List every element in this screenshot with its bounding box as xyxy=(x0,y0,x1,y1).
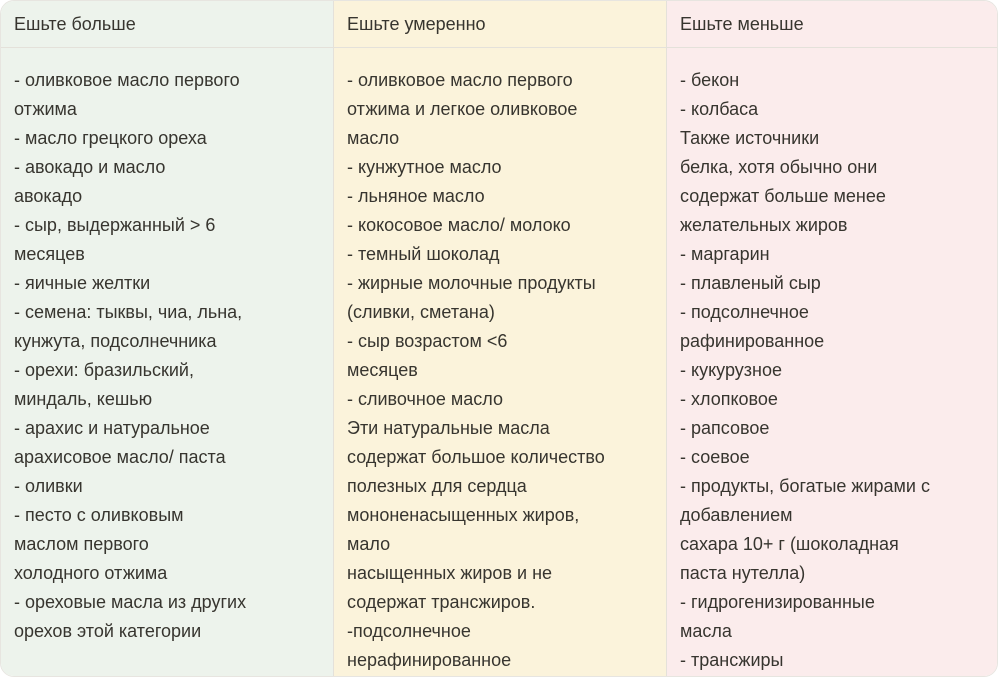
cell-line: рафинированное xyxy=(680,331,825,351)
cell-line: сахара 10+ г (шоколадная xyxy=(680,534,899,554)
header-eat-moderately: Ешьте умеренно xyxy=(334,1,667,47)
cell-line: миндаль, кешью xyxy=(14,389,153,409)
cell-line: - кокосовое масло/ молоко xyxy=(347,215,571,235)
cell-line: - хлопковое xyxy=(680,389,778,409)
cell-line: Также источники xyxy=(680,128,820,148)
cell-line: - орехи: бразильский, xyxy=(14,360,194,380)
cell-line: - кукурузное xyxy=(680,360,782,380)
cell-line: - колбаса xyxy=(680,99,759,119)
table-header-row xyxy=(1,1,997,48)
cell-line: Эти натуральные масла xyxy=(347,418,550,438)
cell-line: - авокадо и масло xyxy=(14,157,166,177)
cell-line: - семена: тыквы, чиа, льна, xyxy=(14,302,243,322)
cell-line: - ореховые масла из других xyxy=(14,592,247,612)
cell-line: - маргарин xyxy=(680,244,770,264)
cell-line: маслом первого xyxy=(14,534,149,554)
cell-line: масло xyxy=(347,128,400,148)
cell-line: - сыр, выдержанный > 6 xyxy=(14,215,216,235)
cell-line: содержат больше менее xyxy=(680,186,886,206)
cell-line: - яичные желтки xyxy=(14,273,151,293)
cell-line: желательных жиров xyxy=(680,215,848,235)
cell-line: мононенасыщенных жиров, xyxy=(347,505,580,525)
cell-line: - бекон xyxy=(680,70,740,90)
cell-line: -подсолнечное xyxy=(347,621,471,641)
cell-line: нерафинированное xyxy=(347,650,512,670)
cell-line: - сыр возрастом <6 xyxy=(347,331,508,351)
header-eat-more: Ешьте больше xyxy=(1,1,334,47)
cell-line: - подсолнечное xyxy=(680,302,809,322)
cell-line: - гидрогенизированные xyxy=(680,592,875,612)
cell-line: масла xyxy=(680,621,732,641)
cell-line: - соевое xyxy=(680,447,750,467)
cell-line: полезных для сердца xyxy=(347,476,527,496)
cell-line: месяцев xyxy=(14,244,85,264)
cell-line: отжима xyxy=(14,99,77,119)
cell-line: паста нутелла) xyxy=(680,563,806,583)
cell-line: - арахис и натуральное xyxy=(14,418,210,438)
cell-line: - кунжутное масло xyxy=(347,157,502,177)
cell-line: отжима и легкое оливковое xyxy=(347,99,578,119)
cell-line: добавлением xyxy=(680,505,793,525)
cell-line: насыщенных жиров и не xyxy=(347,563,553,583)
cell-line: - продукты, богатые жирами с xyxy=(680,476,930,496)
cell-line: - оливки xyxy=(14,476,83,496)
cell-line: - оливковое масло первого xyxy=(347,70,573,90)
cell-line: - льняное масло xyxy=(347,186,485,206)
cell-line: содержат трансжиров. xyxy=(347,592,536,612)
cell-line: - трансжиры xyxy=(680,650,784,670)
cell-line: арахисовое масло/ паста xyxy=(14,447,226,467)
cell-line: белка, хотя обычно они xyxy=(680,157,878,177)
cell-line: - оливковое масло первого xyxy=(14,70,240,90)
cell-line: - темный шоколад xyxy=(347,244,500,264)
cell-line: - рапсовое xyxy=(680,418,770,438)
cell-line: орехов этой категории xyxy=(14,621,202,641)
cell-line: - песто с оливковым xyxy=(14,505,184,525)
cell-line: холодного отжима xyxy=(14,563,168,583)
header-eat-less: Ешьте меньше xyxy=(667,1,997,47)
cell-line: содержат большое количество xyxy=(347,447,605,467)
cell-line: - плавленый сыр xyxy=(680,273,821,293)
column-eat-less xyxy=(667,48,997,676)
cell-line: - сливочное масло xyxy=(347,389,503,409)
cell-line: месяцев xyxy=(347,360,418,380)
cell-line: - жирные молочные продукты xyxy=(347,273,596,293)
cell-line: авокадо xyxy=(14,186,83,206)
cell-line: - масло грецкого ореха xyxy=(14,128,207,148)
column-eat-moderately xyxy=(334,48,667,676)
column-eat-more xyxy=(1,48,334,676)
cell-line: мало xyxy=(347,534,391,554)
cell-line: кунжута, подсолнечника xyxy=(14,331,217,351)
table-body-row xyxy=(1,48,997,676)
cell-line: (сливки, сметана) xyxy=(347,302,495,322)
